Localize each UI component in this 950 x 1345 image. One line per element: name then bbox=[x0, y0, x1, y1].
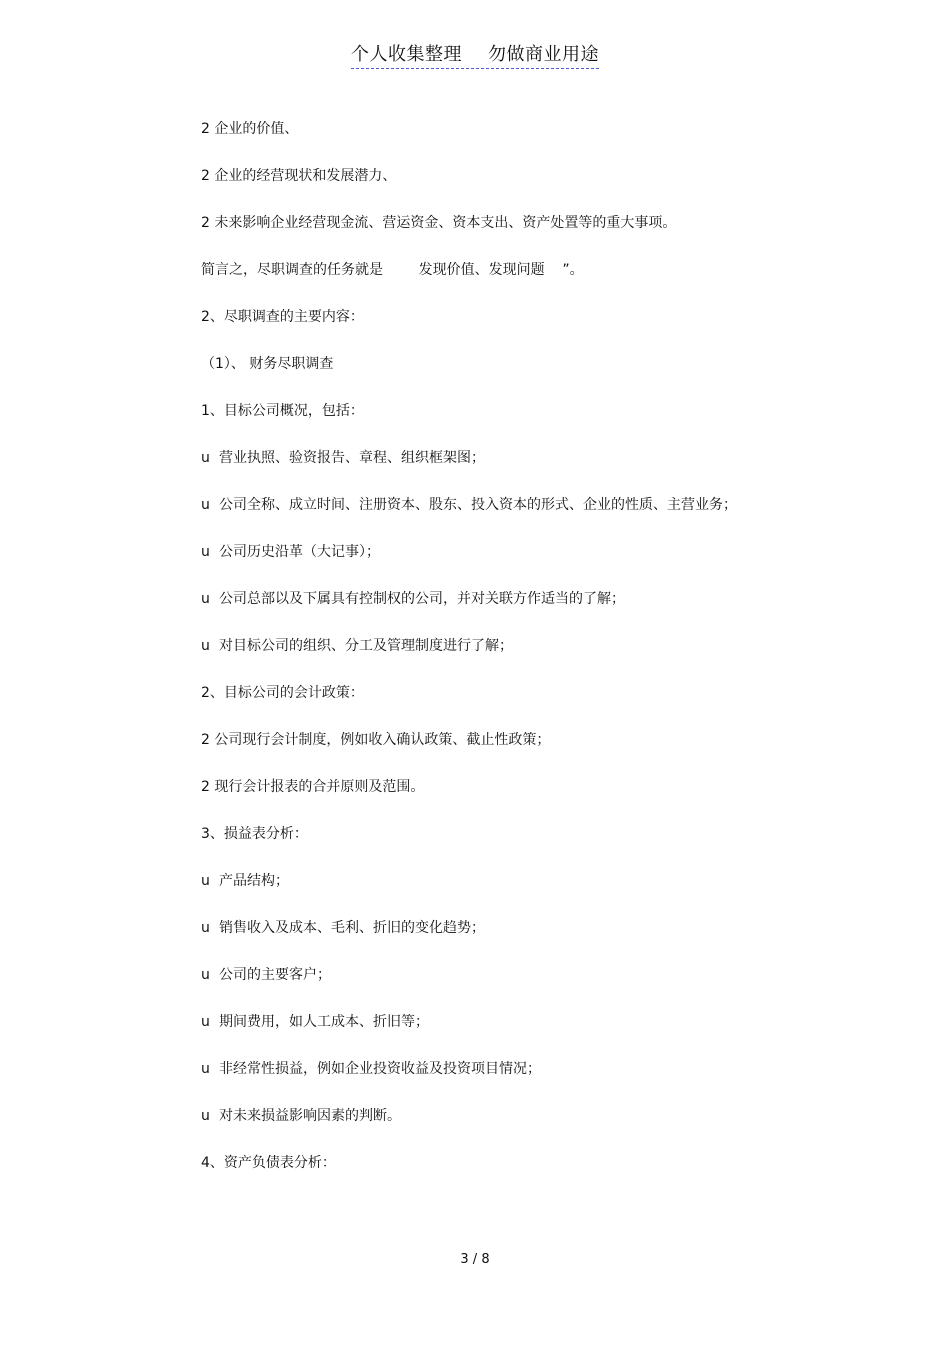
paragraph: 2 企业的价值、 bbox=[201, 121, 299, 137]
bullet-marker: u bbox=[201, 497, 210, 513]
bullet-marker: u bbox=[201, 920, 210, 936]
bullet-marker: u bbox=[201, 1061, 210, 1077]
bullet-marker: u bbox=[201, 1108, 210, 1124]
item-heading: 1、目标公司概况，包括： bbox=[201, 403, 364, 419]
header-watermark bbox=[351, 40, 599, 69]
bullet-marker: u bbox=[201, 591, 210, 607]
list-item: u 销售收入及成本、毛利、折旧的变化趋势； bbox=[201, 916, 749, 940]
paragraph: 2 未来影响企业经营现金流、营运资金、资本支出、资产处置等的重大事项。 bbox=[201, 215, 677, 231]
bullet-marker: u bbox=[201, 873, 210, 889]
header-right-text: 勿做商业用途 bbox=[488, 44, 599, 65]
list-item: u 产品结构； bbox=[201, 869, 749, 893]
list-item: u 公司的主要客户； bbox=[201, 963, 749, 987]
list-item: u 营业执照、验资报告、章程、组织框架图； bbox=[201, 446, 749, 470]
list-item: u 对目标公司的组织、分工及管理制度进行了解； bbox=[201, 634, 749, 658]
bullet-marker: u bbox=[201, 638, 210, 654]
header-left-text: 个人收集整理 bbox=[351, 44, 462, 65]
page-number: 3 / 8 bbox=[460, 1252, 490, 1267]
item-heading: 2、目标公司的会计政策： bbox=[201, 685, 364, 701]
paragraph: 2 企业的经营现状和发展潜力、 bbox=[201, 168, 397, 184]
bullet-marker: u bbox=[201, 544, 210, 560]
paragraph: 2 现行会计报表的合并原则及范围。 bbox=[201, 779, 425, 795]
paragraph: 简言之，尽职调查的任务就是 发现价值、发现问题 ”。 bbox=[201, 262, 584, 278]
paragraph: 2 公司现行会计制度，例如收入确认政策、截止性政策； bbox=[201, 732, 551, 748]
item-heading: 4、资产负债表分析： bbox=[201, 1155, 336, 1171]
list-item: u 期间费用，如人工成本、折旧等； bbox=[201, 1010, 749, 1034]
item-heading: 3、损益表分析： bbox=[201, 826, 308, 842]
bullet-marker: u bbox=[201, 450, 210, 466]
document-body bbox=[201, 117, 749, 1175]
list-item: u 公司总部以及下属具有控制权的公司，并对关联方作适当的了解； bbox=[201, 587, 749, 611]
list-item: u 公司全称、成立时间、注册资本、股东、投入资本的形式、企业的性质、主营业务； bbox=[201, 493, 749, 517]
list-item: u 公司历史沿革（大记事）； bbox=[201, 540, 749, 564]
bullet-marker: u bbox=[201, 967, 210, 983]
subsection-heading: （1）、 财务尽职调查 bbox=[201, 356, 334, 372]
list-item: u 对未来损益影响因素的判断。 bbox=[201, 1104, 749, 1128]
section-heading: 2、尽职调查的主要内容： bbox=[201, 309, 364, 325]
page-header bbox=[0, 40, 950, 69]
list-item: u 非经常性损益，例如企业投资收益及投资项目情况； bbox=[201, 1057, 749, 1081]
bullet-marker: u bbox=[201, 1014, 210, 1030]
